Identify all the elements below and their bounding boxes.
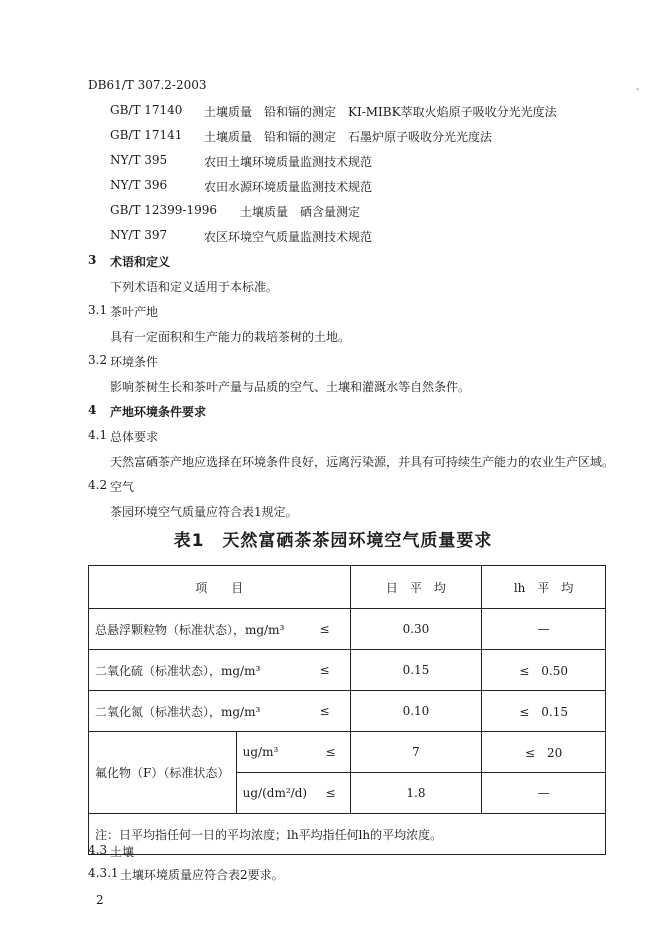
paragraph: 天然富硒茶产地应选择在环境条件良好，远离污染源，并具有可持续生产能力的农业生产区域。 [110,455,615,469]
row-daily: 0.10 [350,691,482,732]
subsection-number: 4.1 [88,428,108,442]
ref-code: GB/T 17141 [110,128,183,142]
ref-code: NY/T 397 [110,228,168,242]
subsection-number: 4.3.1 [88,866,119,880]
ref-title: 土壤质量 铅和镉的测定 石墨炉原子吸收分光光度法 [204,130,493,144]
ref-title: 农田水源环境质量监测技术规范 [204,180,373,194]
subsection-number: 3.2 [88,353,108,367]
paragraph: 茶园环境空气质量应符合表1规定。 [110,505,298,519]
paragraph: 下列术语和定义适用于本标准。 [110,280,279,294]
doc-code: DB61/T 307.2-2003 [88,78,207,92]
subsection-heading: 茶叶产地 [110,305,159,319]
ref-title: 农区环境空气质量监测技术规范 [204,230,373,244]
ref-title: 土壤质量 铅和镉的测定 KI-MIBK萃取火焰原子吸收分光光度法 [204,105,557,119]
row-daily: 0.15 [350,650,482,691]
header-hourly: lh 平 均 [482,566,606,609]
table-row [89,609,606,650]
row-hourly: ≤ 0.50 [482,650,606,691]
row-op: ≤ [319,622,330,636]
subsection-heading: 环境条件 [110,355,159,369]
ref-code: GB/T 12399-1996 [110,203,218,217]
subsection-heading: 土壤 [110,845,135,859]
subsection-number: 3.1 [88,303,108,317]
row-hourly: ≤ 0.15 [482,691,606,732]
subsection-number: 4.2 [88,478,108,492]
row-item: 总悬浮颗粒物（标准状态），mg/m³ [95,622,285,637]
header-item: 项 目 [89,566,351,609]
section-heading: 产地环境条件要求 [110,405,207,419]
row-hourly: — [482,773,606,814]
scan-mark: - [636,84,640,95]
ref-title: 土壤质量 硒含量测定 [240,205,361,219]
ref-code: NY/T 396 [110,178,168,192]
paragraph: 土壤环境质量应符合表2要求。 [120,868,284,882]
row-op: ≤ [325,745,336,759]
row-op: ≤ [319,704,330,718]
row-hourly: ≤ 20 [482,732,606,773]
table-row [89,650,606,691]
subsection-heading: 总体要求 [110,430,159,444]
paragraph: 影响茶树生长和茶叶产量与品质的空气、土壤和灌溉水等自然条件。 [110,380,471,394]
ref-title: 农田土壤环境质量监测技术规范 [204,155,373,169]
section-number: 3 [88,253,97,267]
page-number: 2 [96,893,104,907]
table-note: 注：日平均指任何一日的平均浓度；lh平均指任何lh的平均浓度。 [89,814,606,855]
row-unit: ug/(dm²/d) [242,786,308,800]
row-hourly: — [482,609,606,650]
section-heading: 术语和定义 [110,255,171,269]
row-daily: 1.8 [350,773,482,814]
air-quality-table [88,565,606,855]
row-item: 氟化物（F）（标准状态） [89,732,237,814]
row-op: ≤ [319,663,330,677]
table-row [89,691,606,732]
table-note-row [89,814,606,855]
row-daily: 0.30 [350,609,482,650]
subsection-heading: 空气 [110,480,135,494]
table-header-row [89,566,606,609]
row-item: 二氧化氮（标准状态），mg/m³ [95,704,261,719]
header-daily: 日 平 均 [350,566,482,609]
row-unit: ug/m³ [242,745,279,759]
table-title: 表1 天然富硒茶茶园环境空气质量要求 [173,531,493,551]
section-number: 4 [88,403,97,417]
subsection-number: 4.3 [88,843,108,857]
row-daily: 7 [350,732,482,773]
ref-code: GB/T 17140 [110,103,183,117]
paragraph: 具有一定面积和生产能力的栽培茶树的土地。 [110,330,351,344]
ref-code: NY/T 395 [110,153,168,167]
table-row-fluoride [89,732,606,773]
row-op: ≤ [325,786,336,800]
row-item: 二氧化硫（标准状态），mg/m³ [95,663,261,678]
